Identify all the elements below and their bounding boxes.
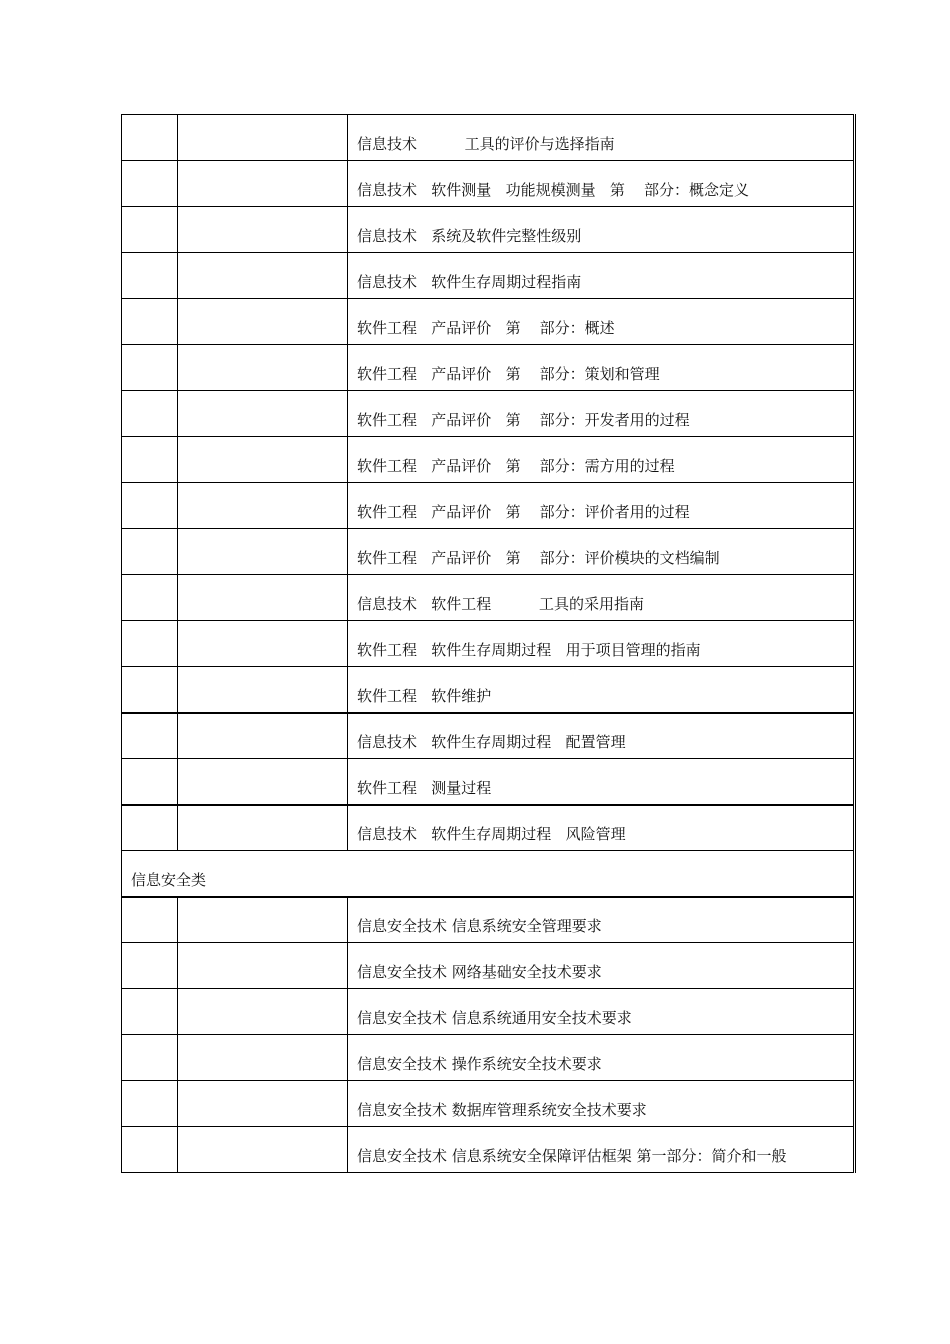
code-cell: [178, 943, 348, 989]
table-row: [122, 391, 855, 437]
number-cell: [122, 805, 178, 851]
title-cell: 软件工程 软件生存周期过程 用于项目管理的指南: [348, 621, 855, 667]
number-cell: [122, 1035, 178, 1081]
number-cell: [122, 345, 178, 391]
title-cell: 信息技术 软件生存周期过程 风险管理: [348, 805, 855, 851]
number-cell: [122, 989, 178, 1035]
table-row: [122, 713, 855, 759]
table-row: [122, 115, 855, 161]
code-cell: [178, 483, 348, 529]
number-cell: [122, 115, 178, 161]
code-cell: [178, 621, 348, 667]
title-cell: 软件工程 产品评价 第 部分：评价者用的过程: [348, 483, 855, 529]
table-row: [122, 897, 855, 943]
title-cell: 软件工程 产品评价 第 部分：概述: [348, 299, 855, 345]
title-cell: 信息安全技术 信息系统安全保障评估框架 第一部分：简介和一般: [348, 1127, 855, 1173]
table-row: [122, 483, 855, 529]
number-cell: [122, 207, 178, 253]
title-cell: 信息技术 工具的评价与选择指南: [348, 115, 855, 161]
table-row: [122, 759, 855, 805]
title-cell: 软件工程 产品评价 第 部分：策划和管理: [348, 345, 855, 391]
number-cell: [122, 759, 178, 805]
number-cell: [122, 1081, 178, 1127]
code-cell: [178, 759, 348, 805]
table-row: [122, 943, 855, 989]
title-cell: 软件工程 产品评价 第 部分：需方用的过程: [348, 437, 855, 483]
code-cell: [178, 897, 348, 943]
number-cell: [122, 621, 178, 667]
table-row: [122, 805, 855, 851]
code-cell: [178, 529, 348, 575]
title-cell: 软件工程 软件维护: [348, 667, 855, 713]
title-cell: 信息技术 软件生存周期过程 配置管理: [348, 713, 855, 759]
section-row: [122, 851, 855, 897]
title-cell: 信息技术 软件测量 功能规模测量 第 部分：概念定义: [348, 161, 855, 207]
standards-table: [121, 114, 856, 1173]
table-row: [122, 529, 855, 575]
title-cell: 软件工程 产品评价 第 部分：评价模块的文档编制: [348, 529, 855, 575]
code-cell: [178, 1081, 348, 1127]
number-cell: [122, 943, 178, 989]
table-row: [122, 575, 855, 621]
code-cell: [178, 1127, 348, 1173]
code-cell: [178, 253, 348, 299]
table-row: [122, 989, 855, 1035]
code-cell: [178, 575, 348, 621]
code-cell: [178, 989, 348, 1035]
table-row: [122, 667, 855, 713]
code-cell: [178, 437, 348, 483]
number-cell: [122, 1127, 178, 1173]
table-row: [122, 1081, 855, 1127]
code-cell: [178, 299, 348, 345]
title-cell: 信息安全技术 信息系统安全管理要求: [348, 897, 855, 943]
title-cell: 信息安全技术 信息系统通用安全技术要求: [348, 989, 855, 1035]
code-cell: [178, 207, 348, 253]
table-row: [122, 621, 855, 667]
code-cell: [178, 1035, 348, 1081]
section-heading: 信息安全类: [122, 851, 855, 897]
code-cell: [178, 713, 348, 759]
title-cell: 信息技术 软件生存周期过程指南: [348, 253, 855, 299]
code-cell: [178, 667, 348, 713]
code-cell: [178, 391, 348, 437]
table-row: [122, 1127, 855, 1173]
number-cell: [122, 575, 178, 621]
table-row: [122, 207, 855, 253]
code-cell: [178, 345, 348, 391]
number-cell: [122, 667, 178, 713]
title-cell: 信息安全技术 网络基础安全技术要求: [348, 943, 855, 989]
number-cell: [122, 437, 178, 483]
table-row: [122, 1035, 855, 1081]
number-cell: [122, 299, 178, 345]
table-row: [122, 253, 855, 299]
number-cell: [122, 713, 178, 759]
title-cell: 信息安全技术 数据库管理系统安全技术要求: [348, 1081, 855, 1127]
table-row: [122, 161, 855, 207]
title-cell: 软件工程 测量过程: [348, 759, 855, 805]
number-cell: [122, 529, 178, 575]
title-cell: 信息技术 软件工程 工具的采用指南: [348, 575, 855, 621]
title-cell: 信息技术 系统及软件完整性级别: [348, 207, 855, 253]
number-cell: [122, 483, 178, 529]
table-row: [122, 299, 855, 345]
number-cell: [122, 897, 178, 943]
table-row: [122, 345, 855, 391]
code-cell: [178, 805, 348, 851]
title-cell: 信息安全技术 操作系统安全技术要求: [348, 1035, 855, 1081]
standards-table-body: [122, 115, 855, 1173]
code-cell: [178, 115, 348, 161]
title-cell: 软件工程 产品评价 第 部分：开发者用的过程: [348, 391, 855, 437]
table-row: [122, 437, 855, 483]
code-cell: [178, 161, 348, 207]
number-cell: [122, 391, 178, 437]
number-cell: [122, 253, 178, 299]
number-cell: [122, 161, 178, 207]
